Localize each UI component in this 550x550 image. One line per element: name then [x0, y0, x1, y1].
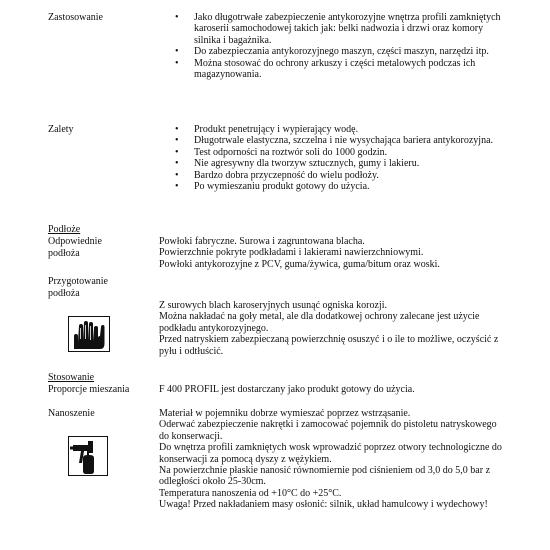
list-item: • Test odporności na roztwór soli do 1000 godzin. — [169, 147, 509, 158]
list-item: • Do zabezpieczania antykorozyjnego maszyn, części maszyn, narzędzi itp. — [169, 46, 509, 57]
zalety-list — [169, 124, 509, 192]
proporcje-text: F 400 PROFIL jest dostarczany jako produkt gotowy do użycia. — [159, 384, 415, 395]
label-odpowiednie-line2: podłoża — [48, 248, 80, 259]
odpowiednie-text — [159, 236, 509, 270]
section-label-zalety: Zalety — [48, 124, 74, 135]
text-line: Temperatura nanoszenia od +10°C do +25°C. — [159, 487, 342, 499]
spray-gun-icon — [68, 436, 108, 476]
text-line: Z surowych blach karoseryjnych usunąć ogniska korozji. — [159, 300, 387, 311]
section-label-zastosowanie: Zastosowanie — [48, 12, 103, 23]
label-odpowiednie: Odpowiednie — [48, 236, 102, 247]
text-line: Materiał w pojemniku dobrze wymieszać poprzez wstrząsanie. — [159, 408, 411, 419]
list-item: • Po wymieszaniu produkt gotowy do użycia. — [169, 181, 509, 192]
label-proporcje-mieszania: Proporcje mieszania — [48, 384, 130, 395]
section-heading-podloze: Podłoże — [48, 224, 81, 235]
glove-icon — [68, 316, 110, 352]
list-item: • Długotrwale elastyczna, szczelna i nie wysychająca bariera antykorozyjna. — [169, 135, 509, 146]
section-heading-stosowanie: Stosowanie — [48, 372, 95, 383]
label-nanoszenie: Nanoszenie — [48, 408, 95, 419]
list-item: • Nie agresywny dla tworzyw sztucznych, gumy i lakieru. — [169, 158, 509, 169]
list-item: • Można stosować do ochrony arkuszy i części metalowych podczas ich magazynowania. — [169, 58, 509, 81]
text-line: Na powierzchnie płaskie nanosić równomiernie pod ciśnieniem od 3,0 do 5,0 bar z odległości około 25-30cm. — [159, 465, 491, 488]
text-line: Uwaga! Przed nakładaniem masy osłonić: silnik, układ hamulcowy i wydechowy! — [159, 499, 488, 511]
text-line: Oderwać zabezpieczenie nakrętki i zamocować pojemnik do pistoletu natryskowego do konserwacji. — [159, 419, 497, 442]
text-line: Powierzchnie pokryte podkładami i lakierami nawierzchniowymi. — [159, 247, 424, 259]
text-line: Można nakładać na goły metal, ale dla dodatkowej ochrony zalecane jest użycie podkładu antykorozyjnego. — [159, 311, 480, 334]
zastosowanie-list — [169, 12, 509, 80]
text-line: Do wnętrza profili zamkniętych wosk wprowadzić poprzez otwory technologiczne do konserwacji za pomocą dyszy z wężykiem. — [159, 442, 502, 465]
przygotowanie-text — [159, 300, 509, 357]
text-line: Przed natryskiem zabezpieczaną powierzchnię osuszyć i o ile to możliwe, oczyścić z pyłu i odtłuścić. — [159, 334, 499, 357]
list-item: • Produkt penetrujący i wypierający wodę. — [169, 124, 509, 135]
text-line: Powłoki antykorozyjne z PCV, guma/żywica, guma/bitum oraz woski. — [159, 258, 440, 270]
nanoszenie-text — [159, 408, 509, 511]
label-przygotowanie: Przygotowanie — [48, 276, 108, 287]
text-line: Powłoki fabryczne. Surowa i zagruntowana blacha. — [159, 236, 365, 247]
label-przygotowanie-line2: podłoża — [48, 288, 80, 299]
list-item: • Jako długotrwałe zabezpieczenie antykorozyjne wnętrza profili zamkniętych karoserii samochodowej takich jak: belki nadwozia i drzwi oraz komory silnika i bagażnika. — [169, 12, 509, 46]
list-item: • Bardzo dobra przyczepność do wielu podłoży. — [169, 170, 509, 181]
